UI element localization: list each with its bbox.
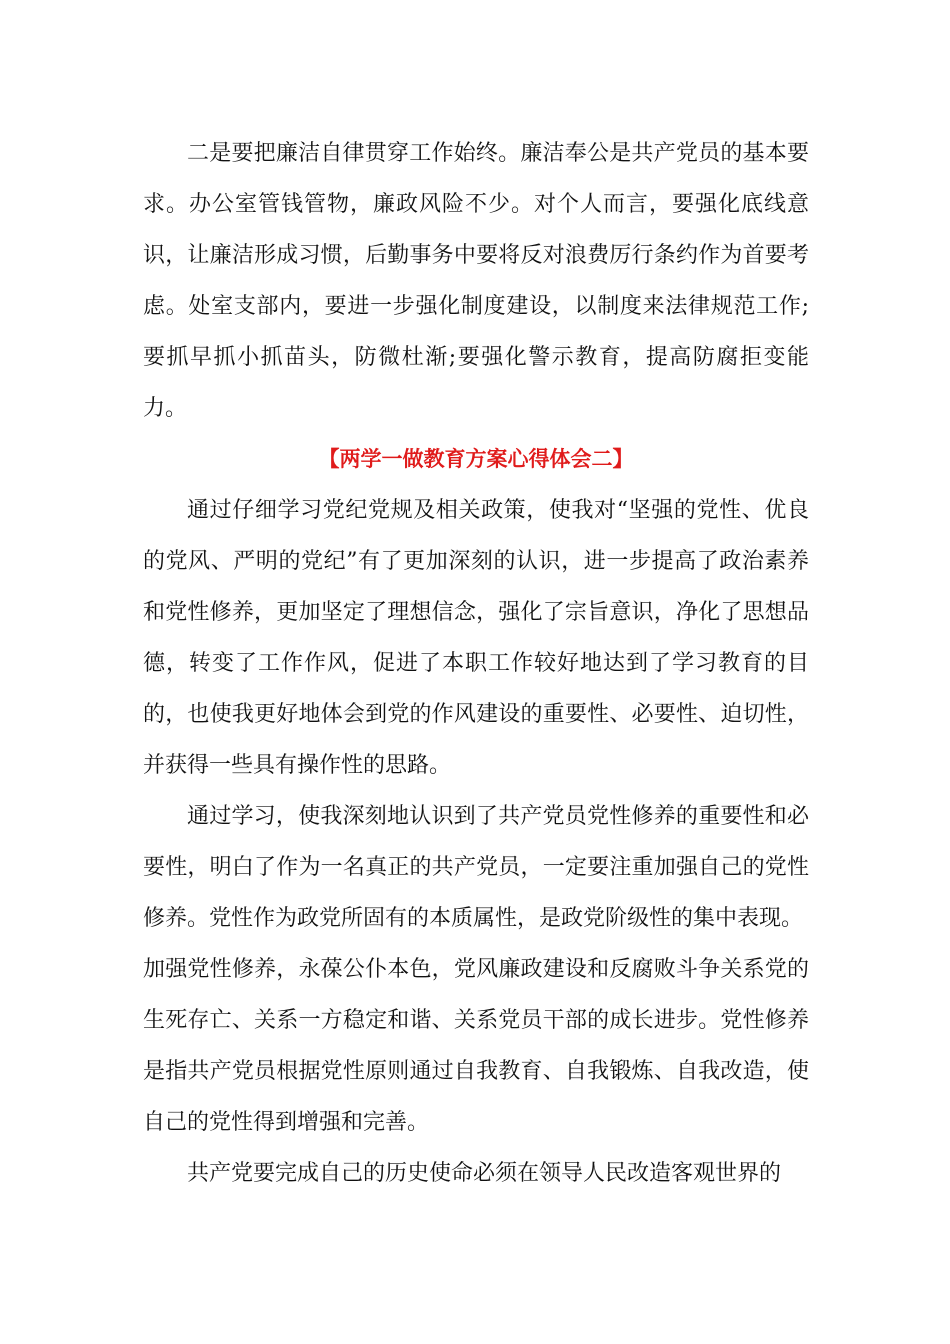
section-heading: 【两学一做教育方案心得体会二】	[318, 447, 634, 471]
paragraph-1: 二是要把廉洁自律贯穿工作始终。廉洁奉公是共产党员的基本要求。办公室管钱管物，廉政风险不少。对个人而言，要强化底线意识，让廉洁形成习惯，后勤事务中要将反对浪费厉行条约作为首要考虑。处室支部内，要进一步强化制度建设，以制度来法律规范工作;要抓早抓小抓苗头，防微杜渐;要强化警示教育，提高防腐拒变能力。	[143, 141, 809, 421]
paragraph-2: 通过仔细学习党纪党规及相关政策，使我对“坚强的党性、优良的党风、严明的党纪”有了更加深刻的认识，进一步提高了政治素养和党性修养，更加坚定了理想信念，强化了宗旨意识，净化了思想品德，转变了工作作风，促进了本职工作较好地达到了学习教育的目的，也使我更好地体会到党的作风建设的重要性、必要性、迫切性，并获得一些具有操作性的思路。	[143, 498, 809, 778]
paragraph-3: 通过学习，使我深刻地认识到了共产党员党性修养的重要性和必要性，明白了作为一名真正的共产党员，一定要注重加强自己的党性修养。党性作为政党所固有的本质属性，是政党阶级性的集中表现。	[143, 804, 809, 931]
paragraph-5: 共产党要完成自己的历史使命必须在领导人民改造客观世界的	[187, 1161, 782, 1186]
paragraph-4: 加强党性修养，永葆公仆本色，党风廉政建设和反腐败斗争关系党的生死存亡、关系一方稳定和谐、关系党员干部的成长进步。党性修养是指共产党员根据党性原则通过自我教育、自我锻炼、自我改造，使自己的党性得到增强和完善。	[143, 957, 809, 1135]
document-body	[143, 128, 809, 1199]
